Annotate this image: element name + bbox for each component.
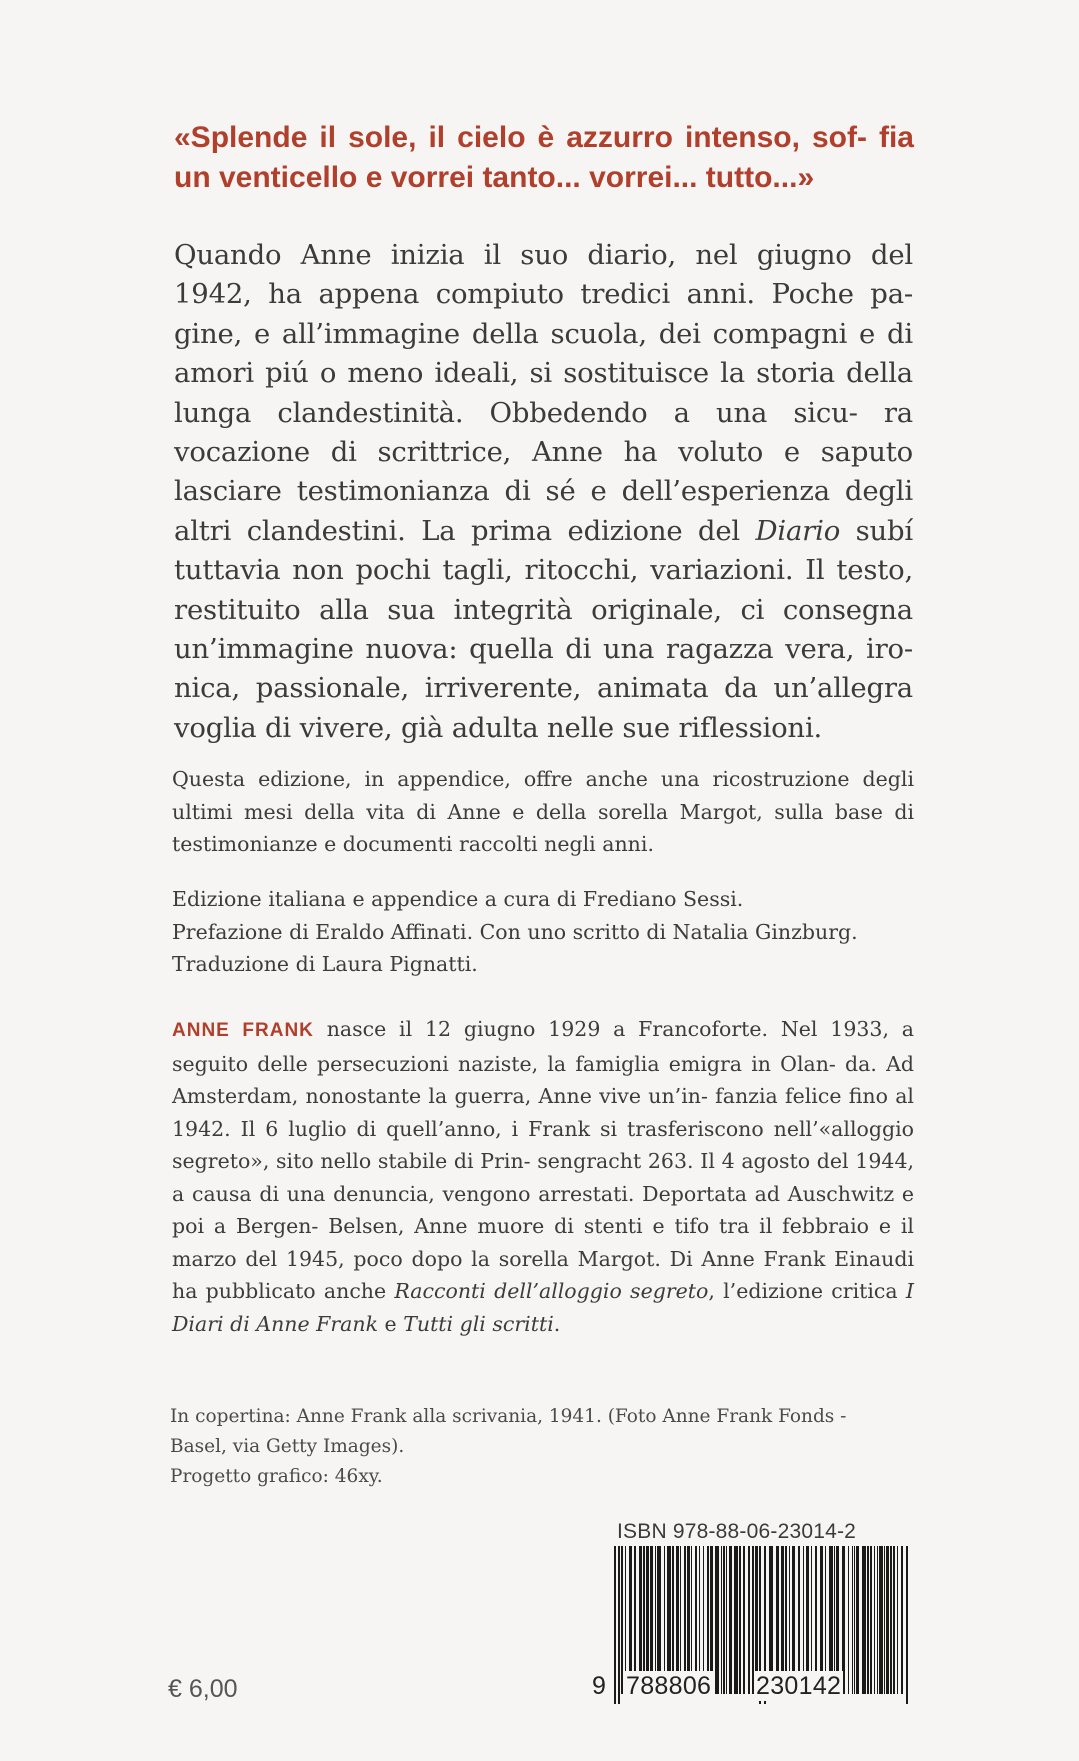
barcode-bar: [867, 1546, 869, 1694]
barcode-bar: [901, 1546, 903, 1694]
edition-note: Questa edizione, in appendice, offre anche una ricostruzione degli ultimi mesi della vita di Anne e della sorella Margot, sulla base di testimonianze e documenti raccolti negli anni.: [172, 767, 914, 856]
barcode-bar: [614, 1546, 616, 1704]
synopsis-paragraph: [174, 236, 913, 748]
barcode-bar: [906, 1546, 908, 1704]
barcode-bar: [856, 1546, 859, 1694]
author-bio: [172, 1013, 914, 1340]
isbn-label: ISBN 978-88-06-23014-2: [617, 1520, 857, 1543]
price-label: € 6,00: [168, 1675, 238, 1703]
cover-credit-line: In copertina: Anne Frank alla scrivania, 1941. (Foto Anne Frank Fonds -: [170, 1406, 847, 1427]
barcode-bar: [729, 1546, 732, 1694]
work-title: Tutti gli scritti: [403, 1311, 554, 1336]
bio-text: nasce il 12 giugno 1929 a Francoforte. Nel 1933, a seguito delle persecuzioni naziste, la famiglia emigra in Olan- da. Ad Amsterdam, nonostante la guerra, Anne vive un’in- fanzia felice fino al 1942. Il 6 luglio di quell’anno, i Frank si trasferiscono nell’«alloggio segreto», sito nello stabile di Prin- sengracht 263. Il 4 agosto del 1944, a causa di una denuncia, vengono arrestati. Deportata ad Auschwitz e poi a Bergen- Belsen, Anne muore di stenti e tifo tra il febbraio e il marzo del 1945, poco dopo la sorella Margot. Di Anne Frank Einaudi ha pubblicato anche: [172, 1017, 914, 1303]
barcode-bar: [739, 1546, 741, 1694]
barcode-bar: [874, 1546, 875, 1694]
cover-credit-line: Progetto grafico: 46xy.: [170, 1466, 383, 1487]
synopsis-text-part1: Quando Anne inizia il suo diario, nel giugno del 1942, ha appena compiuto tredici anni. Poche pa- gine, e all’immagine della scuola, dei compagni e di amori piú o meno ideali, si sostituisce la storia della lunga clandestinità. Obbedendo a una sicu- ra vocazione di scrittrice, Anne ha voluto e saputo lasciare testimonianza di sé e dell’esperienza degli altri clandestini. La prima edizione del: [174, 239, 913, 547]
barcode-bar: [721, 1546, 722, 1694]
barcode-bar: [886, 1546, 889, 1694]
credit-line: Prefazione di Eraldo Affinati. Con uno scritto di Natalia Ginzburg.: [172, 919, 858, 944]
synopsis-text-part2: subí tuttavia non pochi tagli, ritocchi, variazioni. Il testo, restituito alla sua integrità originale, ci consegna un’immagine nuova: quella di una ragazza vera, iro- nica, passionale, irriverente, animata da un’allegra voglia di vivere, già adulta nelle sue riflessioni.: [174, 514, 913, 744]
barcode-bar: [723, 1546, 725, 1694]
barcode-bar: [877, 1546, 878, 1694]
barcode-bar: [726, 1546, 727, 1694]
barcode-bar: [743, 1546, 745, 1694]
credit-line: Edizione italiana e appendice a cura di Frediano Sessi.: [172, 887, 744, 911]
barcode-bar: [879, 1546, 883, 1694]
barcode-first-digit: 9: [592, 1672, 606, 1700]
barcode-bar: [715, 1546, 719, 1694]
author-name: ANNE FRANK: [172, 1020, 314, 1041]
barcode-bar: [734, 1546, 738, 1694]
bio-text: .: [553, 1311, 561, 1336]
barcode-left-digits: 788806: [626, 1672, 712, 1700]
credit-line: Traduzione di Laura Pignatti.: [172, 952, 478, 976]
barcode-bar: [621, 1546, 623, 1694]
barcode-bar: [893, 1546, 895, 1694]
bio-text: , l’edizione critica: [708, 1279, 906, 1303]
barcode-bar: [862, 1546, 866, 1694]
barcode-bar: [854, 1546, 855, 1694]
diary-title: Diario: [755, 514, 841, 547]
barcode-bar: [890, 1546, 892, 1694]
cover-quote: «Splende il sole, il cielo è azzurro intenso, sof- fia un venticello e vorrei tanto... vorrei... tutto...»: [174, 121, 914, 194]
work-title: Racconti dell’alloggio segreto: [394, 1279, 709, 1303]
barcode-bar: [848, 1546, 849, 1694]
barcode-bar: [618, 1546, 620, 1704]
barcode-right-digits: 230142: [756, 1672, 842, 1700]
barcode-bar: [852, 1546, 853, 1694]
barcode-bar: [870, 1546, 872, 1694]
work-title: I Diari di Anne Frank: [172, 1279, 914, 1336]
barcode-bar: [897, 1546, 898, 1694]
cover-credit-line: Basel, via Getty Images).: [170, 1436, 405, 1457]
barcode-bar: [884, 1546, 885, 1694]
edition-credits: [172, 883, 914, 981]
bio-text: e: [378, 1311, 404, 1336]
barcode-bar: [748, 1546, 750, 1694]
cover-credits: [170, 1402, 915, 1492]
